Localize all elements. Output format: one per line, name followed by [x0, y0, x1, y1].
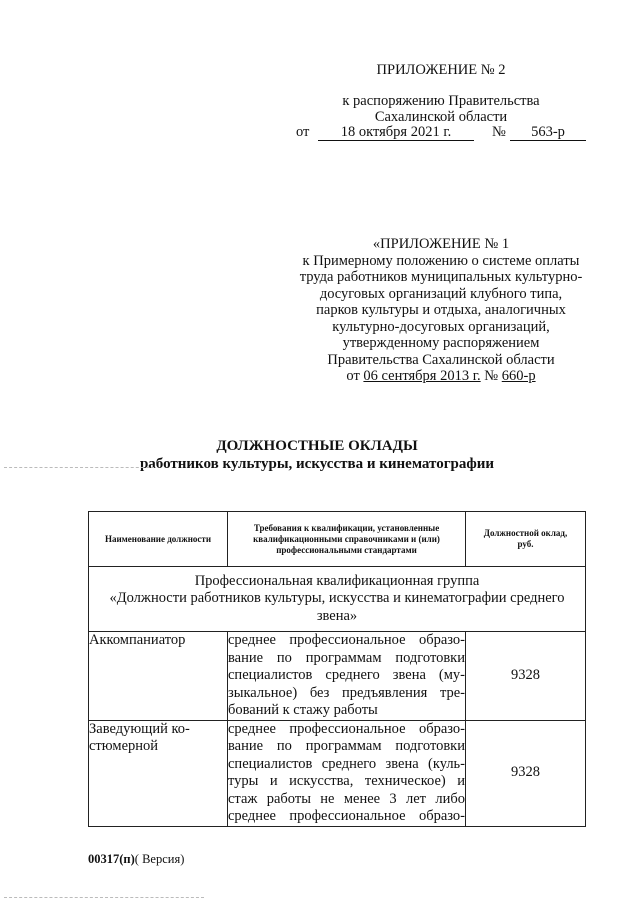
position-name: Заведующий ко- стюмерной — [89, 720, 228, 826]
heading-title: ДОЛЖНОСТНЫЕ ОКЛАДЫ — [216, 438, 418, 454]
appendix-2-title: ПРИЛОЖЕНИЕ № 2 — [376, 62, 506, 78]
scan-artifact-line — [4, 467, 154, 468]
appendix-1-line: культурно-досуговых организаций, — [332, 318, 550, 335]
heading-subtitle: работников культуры, искусства и кинематографии — [139, 456, 495, 472]
appendix-1-line: Правительства Сахалинской области — [327, 351, 555, 368]
number-label: № — [484, 368, 499, 384]
appendix-2-line-2: Сахалинской области — [374, 109, 508, 125]
appendix-1-title: «ПРИЛОЖЕНИЕ № 1 — [372, 236, 510, 252]
decree-date: 18 октября 2021 г. — [318, 124, 474, 141]
qualification-group-row — [89, 567, 586, 632]
decree-date: 06 сентября 2013 г. — [363, 368, 481, 384]
header-salary: Должностной оклад, руб. — [466, 512, 586, 567]
appendix-1-line: досуговых организаций клубного типа, — [319, 285, 563, 302]
qualification-group-title: Профессиональная квалификационная группа «Должности работников культуры, искусства и кинематографии среднего звена» — [89, 567, 586, 632]
salary-table — [88, 511, 586, 827]
appendix-1-decree-row — [286, 368, 596, 385]
from-label: от — [296, 124, 310, 140]
header-position: Наименование должности — [89, 512, 228, 567]
appendix-2-line-1: к распоряжению Правительства — [342, 92, 540, 109]
number-label: № — [492, 124, 506, 140]
position-salary: 9328 — [466, 720, 586, 826]
appendix-1-line: труда работников муниципальных культурно- — [299, 269, 583, 285]
document-footer — [88, 852, 184, 867]
scan-artifact-line — [4, 897, 204, 898]
position-requirements: среднее профессиональное образо- вание по программам подготовки специалистов среднего звена (му- зыкальное) без предъявления тре- бований к стажу работы — [228, 632, 465, 718]
appendix-2-block — [286, 62, 596, 126]
appendix-1-line: парков культуры и отдыха, аналогичных — [316, 302, 566, 318]
appendix-1-line: к Примерному положению о системе оплаты — [302, 252, 580, 269]
appendix-2-decree-row — [296, 124, 596, 142]
document-version: ( Версия) — [134, 852, 185, 866]
table-header-row — [89, 512, 586, 567]
position-name: Аккомпаниатор — [89, 632, 228, 721]
table-row — [89, 632, 586, 721]
document-code: 00317(п) — [88, 852, 135, 866]
header-requirements: Требования к квалификации, установленные квалификационными справочниками и (или) профессиональными стандартами — [228, 512, 466, 567]
appendix-1-line: утвержденному распоряжением — [342, 335, 540, 351]
appendix-1-block — [286, 236, 596, 385]
decree-number: 563-р — [510, 124, 586, 141]
position-salary: 9328 — [466, 632, 586, 721]
table-row — [89, 720, 586, 826]
position-requirements: среднее профессиональное образо- вание по программам подготовки специалистов среднего звена (куль- туры и искусства, техническое) и стаж работы не менее 3 лет либо среднее профессиональное образо- — [228, 720, 465, 824]
from-label: от — [346, 368, 360, 384]
decree-number: 660-р — [501, 368, 536, 384]
